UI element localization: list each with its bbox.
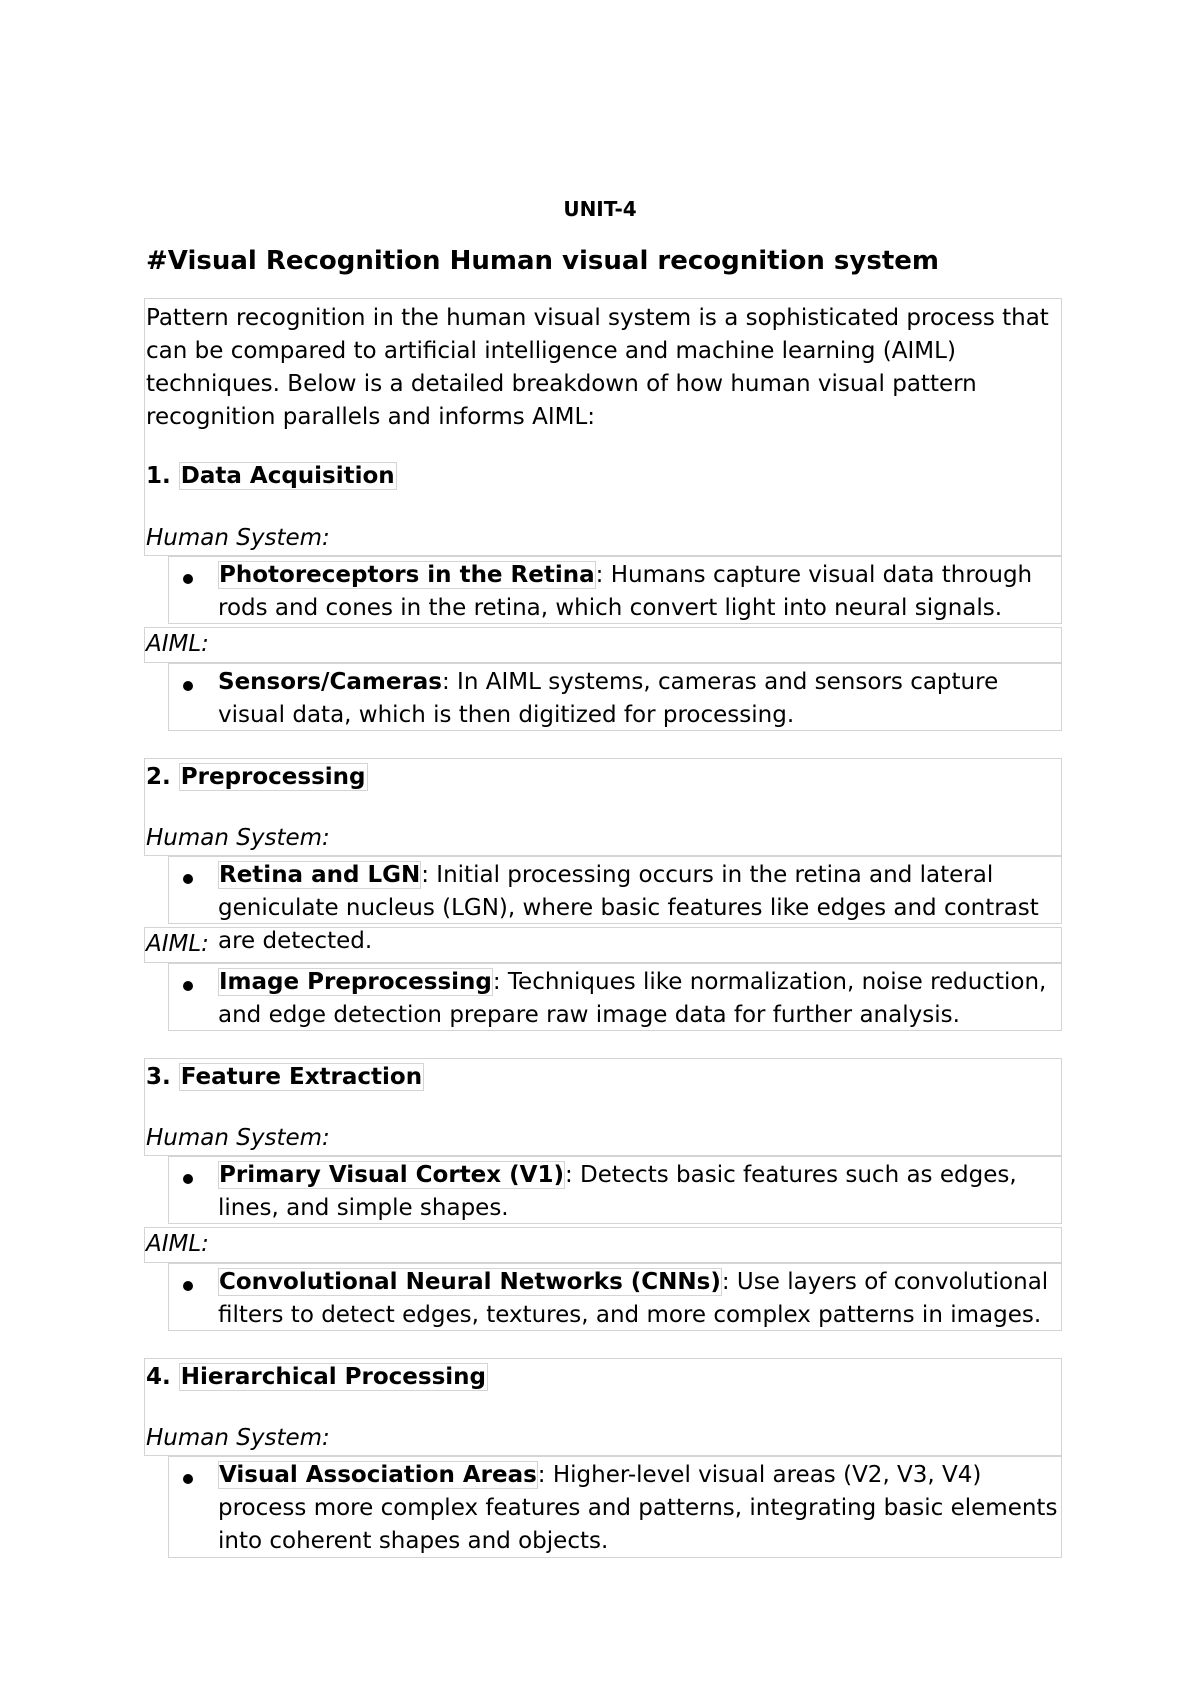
bullet-icon [183,874,193,884]
section-3-title: Feature Extraction [180,1064,423,1090]
bullet-icon [183,574,193,584]
section-2-title: Preprocessing [180,764,366,790]
section-4-heading [146,1361,488,1394]
section-1-heading [146,460,397,493]
section-3-aiml-label: AIML: [146,1231,209,1257]
section-2-aiml-term: Image Preprocessing [219,969,492,995]
bullet-icon [183,681,193,691]
section-3-human-item [218,1159,1058,1225]
section-2-human-label: Human System: [146,825,330,851]
section-3-number: 3. [146,1064,171,1090]
section-1-human-text: : Humans capture visual data through rods and cones in the retina, which convert light into neural signals. [218,562,1033,621]
section-1-human-item [218,559,1058,625]
section-4-number: 4. [146,1364,171,1390]
section-3-human-term: Primary Visual Cortex (V1) [219,1162,564,1188]
section-3-aiml-term: Convolutional Neural Networks (CNNs) [219,1269,721,1295]
section-1-aiml-item [218,666,1058,732]
section-2-heading [146,761,368,794]
section-2-aiml-label-box [144,927,1062,963]
section-4-human-label: Human System: [146,1425,330,1451]
bullet-icon [183,981,193,991]
page-heading: #Visual Recognition Human visual recognition system [146,246,939,276]
bullet-icon [183,1474,193,1484]
section-2-aiml-label: AIML: [146,931,209,957]
unit-title: UNIT-4 [563,197,637,221]
section-3-heading [146,1061,424,1094]
section-2-aiml-text: : Techniques like normalization, noise reduction, and edge detection prepare raw image data for further analysis. [218,969,1047,1028]
section-4-human-text: : Higher-level visual areas (V2, V3, V4) process more complex features and patterns, integrating basic elements into coherent shapes and objects. [218,1462,1058,1554]
section-2-human-text: : Initial processing occurs in the retina and lateral geniculate nucleus (LGN), where basic features like edges and contrast are detected. [218,862,1039,954]
section-4-human-item [218,1459,1058,1558]
section-3-aiml-text: : Use layers of convolutional filters to detect edges, textures, and more complex patterns in images. [218,1269,1049,1328]
intro-paragraph: Pattern recognition in the human visual system is a sophisticated process that can be compared to artificial intelligence and machine learning (AIML) techniques. Below is a detailed breakdown of how human visual pattern recognition parallels and informs AIML: [146,305,1049,430]
section-1-aiml-text: : In AIML systems, cameras and sensors capture visual data, which is then digitized for processing. [218,669,999,728]
section-2-aiml-item [218,966,1058,1032]
section-1-aiml-label: AIML: [146,631,209,657]
section-1-aiml-label-box [144,627,1062,663]
section-1-number: 1. [146,463,171,489]
section-1-title: Data Acquisition [180,463,395,489]
section-3-aiml-item [218,1266,1058,1332]
section-1-human-label: Human System: [146,525,330,551]
section-3-human-label: Human System: [146,1125,330,1151]
section-3-aiml-label-box [144,1227,1062,1263]
section-2-number: 2. [146,764,171,790]
section-1-aiml-term: Sensors/Cameras [218,669,442,695]
section-2-human-term: Retina and LGN [219,862,421,888]
bullet-icon [183,1281,193,1291]
section-4-title: Hierarchical Processing [180,1364,486,1390]
bullet-icon [183,1174,193,1184]
section-1-human-term: Photoreceptors in the Retina [219,562,595,588]
section-4-human-term: Visual Association Areas [219,1462,537,1488]
section-3-human-text: : Detects basic features such as edges, lines, and simple shapes. [218,1162,1017,1221]
